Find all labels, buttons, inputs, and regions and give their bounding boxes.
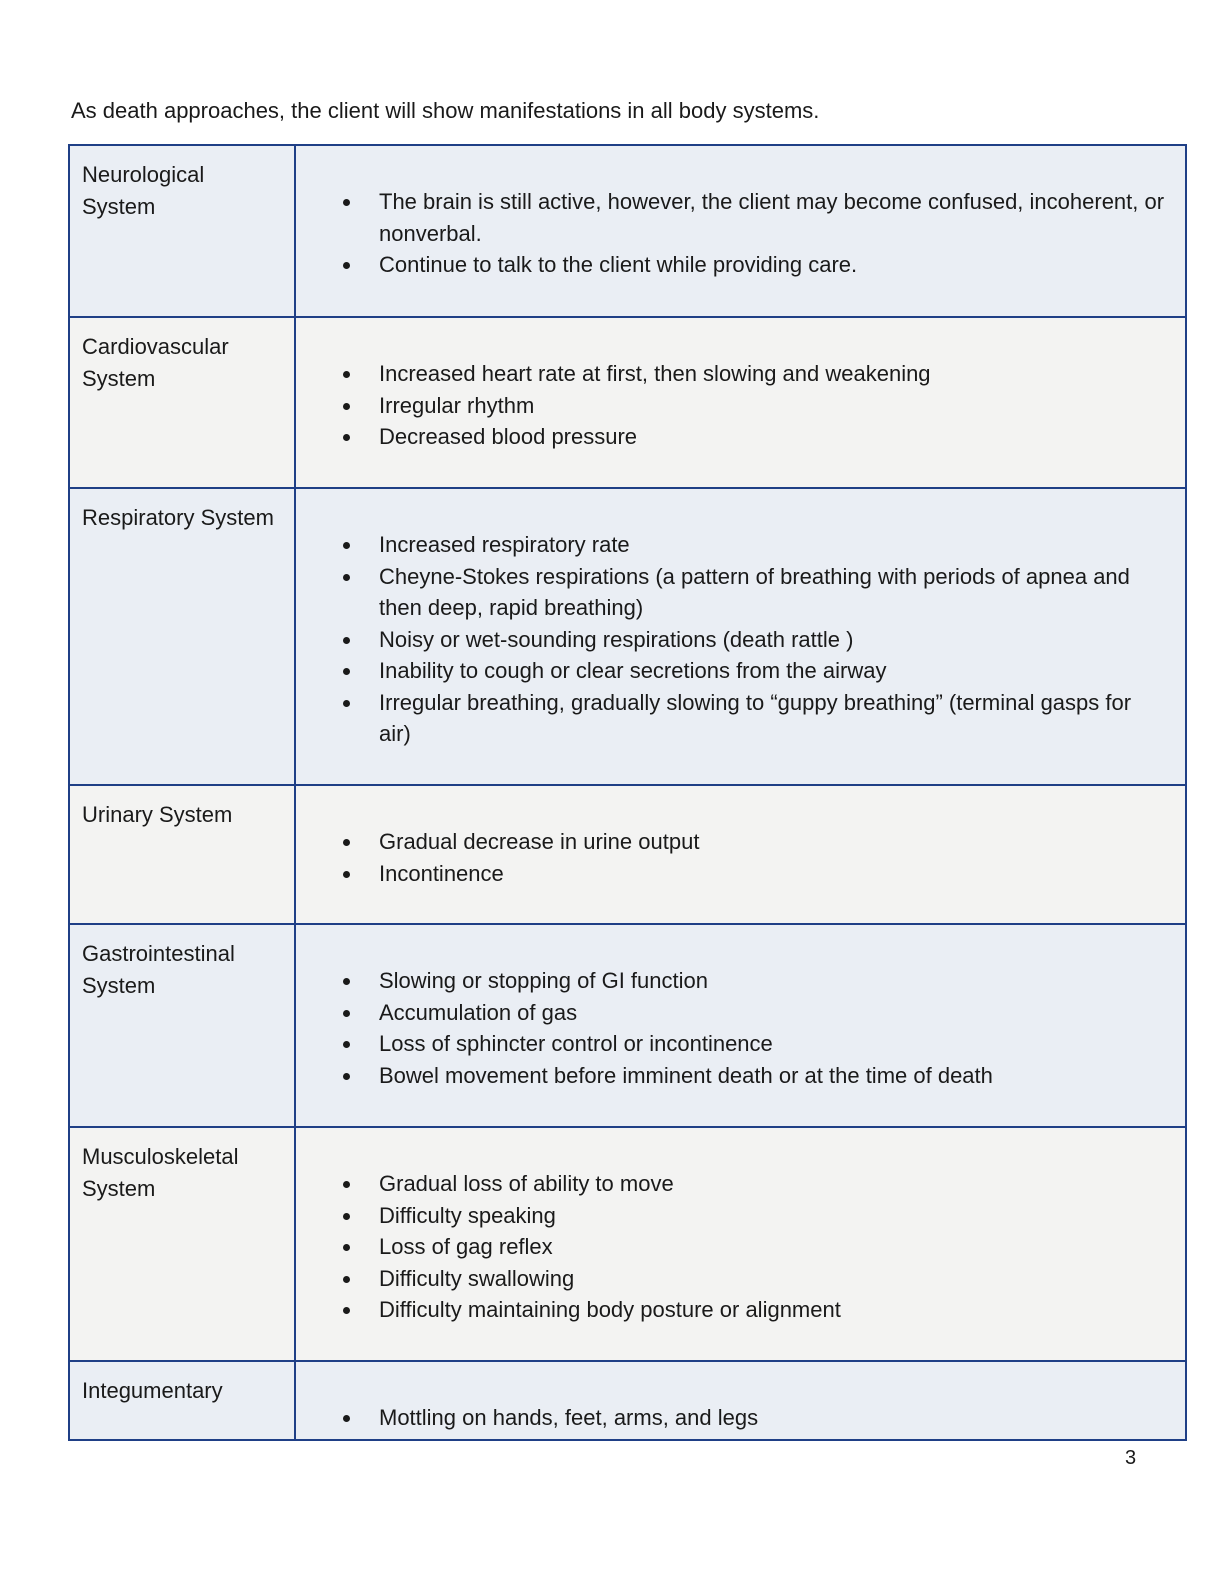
bullet-icon	[343, 1073, 350, 1080]
list-item: Difficulty maintaining body posture or alignment	[296, 1294, 1165, 1326]
manifestations-cell	[296, 489, 1185, 784]
bullet-icon	[343, 1213, 350, 1220]
list-item: Bowel movement before imminent death or at the time of death	[296, 1060, 1165, 1092]
table-row	[70, 786, 1185, 925]
system-label: Gastrointestinal System	[82, 941, 235, 998]
table-row	[70, 1128, 1185, 1362]
list-item: Irregular breathing, gradually slowing to “guppy breathing” (terminal gasps for air)	[296, 687, 1165, 750]
list-item: Inability to cough or clear secretions from the airway	[296, 655, 1165, 687]
intro-text: As death approaches, the client will show manifestations in all body systems.	[71, 98, 820, 123]
list-item: Gradual decrease in urine output	[296, 826, 1165, 858]
manifestations-list	[296, 1168, 1165, 1326]
table-row	[70, 1362, 1185, 1439]
list-item: Accumulation of gas	[296, 997, 1165, 1029]
manifestations-cell	[296, 1362, 1185, 1439]
system-label-cell	[70, 1362, 296, 1439]
system-label-cell	[70, 1128, 296, 1360]
list-item: Gradual loss of ability to move	[296, 1168, 1165, 1200]
system-label: Respiratory System	[82, 505, 274, 530]
system-label: Integumentary	[82, 1378, 223, 1403]
bullet-icon	[343, 700, 350, 707]
system-label: Neurological System	[82, 162, 205, 219]
bullet-icon	[343, 371, 350, 378]
manifestations-list	[296, 826, 1165, 889]
manifestations-cell	[296, 786, 1185, 923]
manifestations-cell	[296, 925, 1185, 1126]
system-label: Musculoskeletal System	[82, 1144, 239, 1201]
list-item: Continue to talk to the client while providing care.	[296, 249, 1165, 281]
manifestations-cell	[296, 1128, 1185, 1360]
bullet-icon	[343, 668, 350, 675]
list-item: The brain is still active, however, the client may become confused, incoherent, or nonverbal.	[296, 186, 1165, 249]
list-item: Cheyne-Stokes respirations (a pattern of breathing with periods of apnea and then deep, rapid breathing)	[296, 561, 1165, 624]
list-item: Incontinence	[296, 858, 1165, 890]
body-systems-table	[68, 144, 1187, 1441]
bullet-icon	[343, 403, 350, 410]
system-label-cell	[70, 318, 296, 487]
bullet-icon	[343, 1010, 350, 1017]
bullet-icon	[343, 1041, 350, 1048]
list-item: Loss of gag reflex	[296, 1231, 1165, 1263]
system-label-cell	[70, 146, 296, 316]
list-item: Slowing or stopping of GI function	[296, 965, 1165, 997]
bullet-icon	[343, 542, 350, 549]
system-label: Urinary System	[82, 802, 233, 827]
bullet-icon	[343, 262, 350, 269]
bullet-icon	[343, 199, 350, 206]
page-number: 3	[1125, 1447, 1137, 1469]
manifestations-list	[296, 529, 1165, 750]
bullet-icon	[343, 1181, 350, 1188]
table-row	[70, 925, 1185, 1128]
system-label-cell	[70, 786, 296, 923]
list-item: Increased respiratory rate	[296, 529, 1165, 561]
bullet-icon	[343, 434, 350, 441]
table-row	[70, 318, 1185, 489]
bullet-icon	[343, 978, 350, 985]
bullet-icon	[343, 839, 350, 846]
list-item: Decreased blood pressure	[296, 421, 1165, 453]
manifestations-list	[296, 1402, 1165, 1434]
list-item: Increased heart rate at first, then slowing and weakening	[296, 358, 1165, 390]
bullet-icon	[343, 637, 350, 644]
list-item: Difficulty speaking	[296, 1200, 1165, 1232]
bullet-icon	[343, 574, 350, 581]
list-item: Difficulty swallowing	[296, 1263, 1165, 1295]
system-label-cell	[70, 489, 296, 784]
bullet-icon	[343, 1307, 350, 1314]
bullet-icon	[343, 1244, 350, 1251]
bullet-icon	[343, 871, 350, 878]
list-item: Irregular rhythm	[296, 390, 1165, 422]
manifestations-list	[296, 965, 1165, 1091]
manifestations-cell	[296, 318, 1185, 487]
manifestations-cell	[296, 146, 1185, 316]
list-item: Mottling on hands, feet, arms, and legs	[296, 1402, 1165, 1434]
bullet-icon	[343, 1415, 350, 1422]
table-row	[70, 489, 1185, 786]
manifestations-list	[296, 186, 1165, 281]
system-label: Cardiovascular System	[82, 334, 229, 391]
bullet-icon	[343, 1276, 350, 1283]
manifestations-list	[296, 358, 1165, 453]
list-item: Noisy or wet-sounding respirations (death rattle )	[296, 624, 1165, 656]
table-row	[70, 146, 1185, 318]
system-label-cell	[70, 925, 296, 1126]
list-item: Loss of sphincter control or incontinence	[296, 1028, 1165, 1060]
